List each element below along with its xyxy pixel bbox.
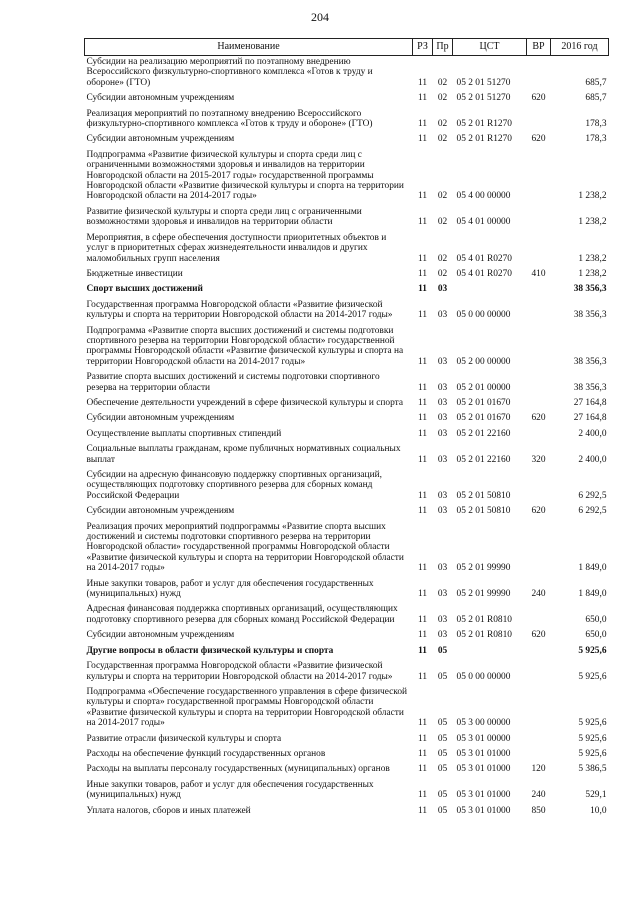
cell-pr: 05 xyxy=(437,805,448,816)
cell-vr: 620 xyxy=(531,413,546,424)
cell-pr: 02 xyxy=(437,93,448,104)
cell-rz: 11 xyxy=(417,764,428,775)
cell-name: Мероприятия, в сфере обеспечения доступности приоритетных объектов и услуг в приоритетных сферах жизнедеятельности инвалидов и других маломобильных групп населения xyxy=(86,232,387,264)
cell-sum: 1 849,0 xyxy=(578,563,607,574)
cell-vr xyxy=(527,146,551,203)
cell-name: Спорт высших достижений xyxy=(86,284,203,295)
cell-pr: 03 xyxy=(437,630,448,641)
table-row xyxy=(85,394,609,409)
cell-cst: 05 4 01 R0270 xyxy=(456,253,512,264)
cell-vr xyxy=(527,657,551,683)
cell-cst: 05 0 00 00000 xyxy=(456,671,511,682)
cell-rz: 11 xyxy=(417,614,428,625)
table-row xyxy=(85,600,609,626)
table-row xyxy=(85,776,609,802)
cell-vr xyxy=(527,368,551,394)
cell-name: Другие вопросы в области физической культуры и спорта xyxy=(86,645,334,656)
cell-sum: 2 400,0 xyxy=(578,454,607,465)
table-row xyxy=(85,146,609,203)
table-row xyxy=(85,745,609,760)
cell-cst: 05 0 00 00000 xyxy=(456,310,511,321)
cell-vr: 620 xyxy=(531,93,546,104)
cell-pr: 03 xyxy=(437,506,448,517)
table-row xyxy=(85,229,609,265)
cell-cst: 05 3 00 00000 xyxy=(456,718,511,729)
table-row xyxy=(85,368,609,394)
cell-cst: 05 2 01 01670 xyxy=(456,413,511,424)
cell-rz: 11 xyxy=(417,805,428,816)
cell-name: Реализация мероприятий по поэтапному внедрению Всероссийского физкультурно-спортивного комплекса «Готов к труду и обороне» (ГТО) xyxy=(86,108,373,130)
cell-name: Субсидии на реализацию мероприятий по поэтапному внедрению Всероссийского физкультурно-спортивного комплекса «Готов к труду и обороне» (ГТО) xyxy=(86,57,373,88)
cell-cst: 05 2 01 22160 xyxy=(456,454,511,465)
cell-name: Государственная программа Новгородской области «Развитие физической культуры и спорта на территории Новгородской области на 2014-2017 годы» xyxy=(86,299,393,321)
cell-rz: 11 xyxy=(417,93,428,104)
cell-cst: 05 2 00 00000 xyxy=(456,356,511,367)
cell-pr: 05 xyxy=(437,671,448,682)
cell-pr: 03 xyxy=(437,413,448,424)
cell-rz: 11 xyxy=(417,134,428,145)
cell-vr xyxy=(527,280,551,295)
cell-rz: 11 xyxy=(417,454,428,465)
cell-sum: 27 164,8 xyxy=(573,397,607,408)
cell-vr xyxy=(527,745,551,760)
table-row xyxy=(85,296,609,322)
cell-pr: 02 xyxy=(437,253,448,264)
table-row xyxy=(85,626,609,641)
cell-rz: 11 xyxy=(417,310,428,321)
cell-sum: 38 356,3 xyxy=(573,356,607,367)
cell-rz: 11 xyxy=(417,119,428,130)
table-row xyxy=(85,130,609,145)
table-row xyxy=(85,322,609,369)
header-rz: РЗ xyxy=(413,39,433,56)
table-row xyxy=(85,466,609,502)
cell-cst: 05 2 01 R0810 xyxy=(456,614,512,625)
cell-vr: 240 xyxy=(531,790,546,801)
cell-cst: 05 4 01 00000 xyxy=(456,217,511,228)
cell-cst xyxy=(453,642,527,657)
table-row xyxy=(85,265,609,280)
cell-cst: 05 4 00 00000 xyxy=(456,191,511,202)
cell-cst: 05 2 01 51270 xyxy=(456,93,511,104)
cell-cst: 05 3 01 01000 xyxy=(456,748,511,759)
cell-pr: 03 xyxy=(437,490,448,501)
cell-sum: 1 238,2 xyxy=(578,217,607,228)
cell-pr: 03 xyxy=(437,284,448,295)
cell-vr xyxy=(527,425,551,440)
cell-vr xyxy=(527,600,551,626)
cell-sum: 529,1 xyxy=(585,790,607,801)
cell-vr: 620 xyxy=(531,630,546,641)
cell-sum: 1 238,2 xyxy=(578,253,607,264)
table-row xyxy=(85,56,609,90)
cell-vr: 410 xyxy=(531,268,546,279)
cell-name: Развитие физической культуры и спорта среди лиц с ограниченными возможностями здоровья и инвалидов на территории области xyxy=(86,206,362,228)
cell-vr xyxy=(527,466,551,502)
table-row xyxy=(85,657,609,683)
cell-sum: 5 925,6 xyxy=(578,748,607,759)
cell-pr: 03 xyxy=(437,589,448,600)
table-row xyxy=(85,425,609,440)
cell-sum: 6 292,5 xyxy=(578,506,607,517)
cell-name: Субсидии автономным учреждениям xyxy=(86,506,235,517)
cell-name: Подпрограмма «Развитие физической культуры и спорта среди лиц с ограниченными возможностями здоровья и инвалидов на территории Новгородской области на 2015-2017 годы» государственной программы Новгородской области «Развитие физической культуры и спорта на территории Новгородской области на 2014-2017 годы» xyxy=(86,149,404,202)
header-name: Наименование xyxy=(85,39,413,56)
table-row xyxy=(85,575,609,601)
cell-cst: 05 2 01 22160 xyxy=(456,428,511,439)
cell-sum: 685,7 xyxy=(585,77,607,88)
cell-vr: 620 xyxy=(531,506,546,517)
cell-pr: 03 xyxy=(437,614,448,625)
header-sum: 2016 год xyxy=(551,39,609,56)
cell-cst: 05 2 01 R1270 xyxy=(456,134,512,145)
cell-sum: 5 925,6 xyxy=(578,671,607,682)
cell-cst: 05 2 01 51270 xyxy=(456,77,511,88)
cell-pr: 03 xyxy=(437,382,448,393)
cell-sum: 1 238,2 xyxy=(578,191,607,202)
cell-vr xyxy=(527,105,551,131)
cell-cst: 05 2 01 99990 xyxy=(456,563,511,574)
table-header-row xyxy=(85,39,609,56)
cell-rz: 11 xyxy=(417,589,428,600)
header-vr: ВР xyxy=(527,39,551,56)
cell-name: Субсидии автономным учреждениям xyxy=(86,630,235,641)
cell-cst: 05 2 01 R0810 xyxy=(456,630,512,641)
cell-sum: 5 386,5 xyxy=(578,764,607,775)
header-pr: Пр xyxy=(433,39,453,56)
cell-pr: 02 xyxy=(437,77,448,88)
cell-name: Субсидии автономным учреждениям xyxy=(86,134,235,145)
cell-cst: 05 2 01 01670 xyxy=(456,397,511,408)
cell-cst: 05 3 01 01000 xyxy=(456,790,511,801)
cell-pr: 02 xyxy=(437,119,448,130)
cell-rz: 11 xyxy=(417,630,428,641)
cell-rz: 11 xyxy=(417,191,428,202)
table-row xyxy=(85,642,609,657)
cell-rz: 11 xyxy=(417,490,428,501)
cell-vr xyxy=(527,56,551,90)
cell-vr xyxy=(527,322,551,369)
cell-pr: 05 xyxy=(437,718,448,729)
cell-name: Бюджетные инвестиции xyxy=(86,268,183,279)
cell-sum: 38 356,3 xyxy=(573,310,607,321)
cell-pr: 02 xyxy=(437,268,448,279)
cell-rz: 11 xyxy=(417,268,428,279)
cell-name: Субсидии на адресную финансовую поддержку спортивных организаций, осуществляющих подготовку спортивного резерва для сборных команд Российской Федерации xyxy=(86,470,382,501)
cell-name: Иные закупки товаров, работ и услуг для обеспечения государственных (муниципальных) нужд xyxy=(86,578,374,600)
cell-rz: 11 xyxy=(417,733,428,744)
cell-vr: 620 xyxy=(531,134,546,145)
cell-cst: 05 2 01 50810 xyxy=(456,490,511,501)
cell-pr: 03 xyxy=(437,397,448,408)
cell-rz: 11 xyxy=(417,718,428,729)
cell-cst: 05 3 01 00000 xyxy=(456,733,511,744)
cell-rz: 11 xyxy=(417,428,428,439)
cell-sum: 5 925,6 xyxy=(578,733,607,744)
cell-pr: 03 xyxy=(437,428,448,439)
header-cst: ЦСТ xyxy=(453,39,527,56)
table-row xyxy=(85,105,609,131)
cell-cst xyxy=(453,280,527,295)
cell-pr: 02 xyxy=(437,134,448,145)
cell-rz: 11 xyxy=(417,790,428,801)
cell-sum: 10,0 xyxy=(590,805,607,816)
cell-pr: 05 xyxy=(437,748,448,759)
cell-pr: 03 xyxy=(437,310,448,321)
cell-rz: 11 xyxy=(417,563,428,574)
cell-rz: 11 xyxy=(417,253,428,264)
page-number: 204 xyxy=(311,10,329,24)
table-row xyxy=(85,802,609,817)
cell-cst: 05 2 01 R1270 xyxy=(456,119,512,130)
cell-name: Подпрограмма «Обеспечение государственного управления в сфере физической культуры и спорта» государственной программы Новгородской области «Развитие физической культуры и спорта на территории Новгородской области на 2014-2017 годы» xyxy=(86,686,408,729)
table-row xyxy=(85,730,609,745)
table-row xyxy=(85,502,609,517)
cell-vr xyxy=(527,683,551,730)
cell-sum: 5 925,6 xyxy=(578,645,607,656)
cell-rz: 11 xyxy=(417,217,428,228)
cell-rz: 11 xyxy=(417,413,428,424)
cell-name: Развитие спорта высших достижений и системы подготовки спортивного резерва на территории области xyxy=(86,372,380,393)
table-row xyxy=(85,409,609,424)
cell-name: Социальные выплаты гражданам, кроме публичных нормативных социальных выплат xyxy=(86,444,401,465)
cell-cst: 05 3 01 01000 xyxy=(456,764,511,775)
cell-vr: 320 xyxy=(531,454,546,465)
cell-name: Расходы на обеспечение функций государственных органов xyxy=(86,748,326,759)
cell-name: Уплата налогов, сборов и иных платежей xyxy=(86,805,251,816)
cell-pr: 03 xyxy=(437,356,448,367)
cell-vr: 850 xyxy=(531,805,546,816)
cell-rz: 11 xyxy=(418,284,427,295)
cell-name: Реализация прочих мероприятий подпрограммы «Развитие спорта высших достижений и системы подготовки спортивного резерва на территории Новгородской области» государственной программы Новгородской области «Развитие физической культуры и спорта на территории Новгородской области на 2014-2017 годы» xyxy=(86,521,404,574)
cell-vr xyxy=(527,203,551,229)
cell-name: Иные закупки товаров, работ и услуг для обеспечения государственных (муниципальных) нужд xyxy=(86,779,374,801)
cell-sum: 38 356,3 xyxy=(573,382,607,393)
cell-rz: 11 xyxy=(417,506,428,517)
cell-name: Расходы на выплаты персоналу государственных (муниципальных) органов xyxy=(86,764,390,775)
cell-sum: 1 849,0 xyxy=(578,589,607,600)
cell-vr xyxy=(527,229,551,265)
cell-sum: 178,3 xyxy=(585,134,607,145)
cell-pr: 02 xyxy=(437,217,448,228)
table-row xyxy=(85,280,609,295)
cell-vr xyxy=(527,642,551,657)
cell-name: Государственная программа Новгородской области «Развитие физической культуры и спорта на территории Новгородской области на 2014-2017 годы» xyxy=(86,661,393,682)
cell-vr xyxy=(527,518,551,575)
cell-name: Субсидии автономным учреждениям xyxy=(86,93,235,104)
cell-pr: 03 xyxy=(437,563,448,574)
cell-name: Адресная финансовая поддержка спортивных организаций, осуществляющих подготовку спортивного резерва для сборных команд Российской Федерации xyxy=(86,604,398,625)
cell-vr xyxy=(527,394,551,409)
cell-sum: 5 925,6 xyxy=(578,718,607,729)
cell-pr: 05 xyxy=(437,645,448,656)
cell-rz: 11 xyxy=(417,77,428,88)
cell-sum: 2 400,0 xyxy=(578,428,607,439)
cell-sum: 178,3 xyxy=(585,119,607,130)
cell-cst: 05 2 01 00000 xyxy=(456,382,511,393)
cell-pr: 05 xyxy=(437,764,448,775)
cell-sum: 1 238,2 xyxy=(578,268,607,279)
cell-vr xyxy=(527,730,551,745)
cell-name: Субсидии автономным учреждениям xyxy=(86,413,235,424)
cell-cst: 05 2 01 50810 xyxy=(456,506,511,517)
cell-pr: 05 xyxy=(437,790,448,801)
budget-table xyxy=(84,38,609,817)
cell-sum: 650,0 xyxy=(585,630,607,641)
table-row xyxy=(85,518,609,575)
cell-rz: 11 xyxy=(417,397,428,408)
cell-rz: 11 xyxy=(417,356,428,367)
table-row xyxy=(85,683,609,730)
cell-pr: 05 xyxy=(437,733,448,744)
cell-pr: 02 xyxy=(437,191,448,202)
cell-cst: 05 4 01 R0270 xyxy=(456,268,512,279)
cell-sum: 38 356,3 xyxy=(573,284,607,295)
table-row xyxy=(85,440,609,466)
cell-cst: 05 2 01 99990 xyxy=(456,589,511,600)
cell-rz: 11 xyxy=(417,671,428,682)
cell-vr: 240 xyxy=(531,589,546,600)
table-row xyxy=(85,203,609,229)
cell-sum: 650,0 xyxy=(585,614,607,625)
table-row xyxy=(85,89,609,104)
cell-cst: 05 3 01 01000 xyxy=(456,805,511,816)
cell-vr xyxy=(527,296,551,322)
cell-name: Обеспечение деятельности учреждений в сфере физической культуры и спорта xyxy=(86,397,404,408)
cell-sum: 685,7 xyxy=(585,93,607,104)
cell-name: Подпрограмма «Развитие спорта высших достижений и системы подготовки спортивного резерва на территории Новгородской области» государственной программы Новгородской области «Развитие физической культуры и спорта на территории Новгородской области на 2014-2017 годы» xyxy=(86,325,404,367)
cell-rz: 11 xyxy=(417,748,428,759)
cell-sum: 27 164,8 xyxy=(573,413,607,424)
cell-name: Осуществление выплаты спортивных стипендий xyxy=(86,428,282,439)
cell-pr: 03 xyxy=(437,454,448,465)
cell-rz: 11 xyxy=(417,382,428,393)
table-body xyxy=(85,56,609,817)
cell-sum: 6 292,5 xyxy=(578,490,607,501)
table-row xyxy=(85,760,609,775)
cell-vr: 120 xyxy=(531,764,546,775)
cell-rz: 11 xyxy=(418,645,427,656)
cell-name: Развитие отрасли физической культуры и спорта xyxy=(86,733,282,744)
